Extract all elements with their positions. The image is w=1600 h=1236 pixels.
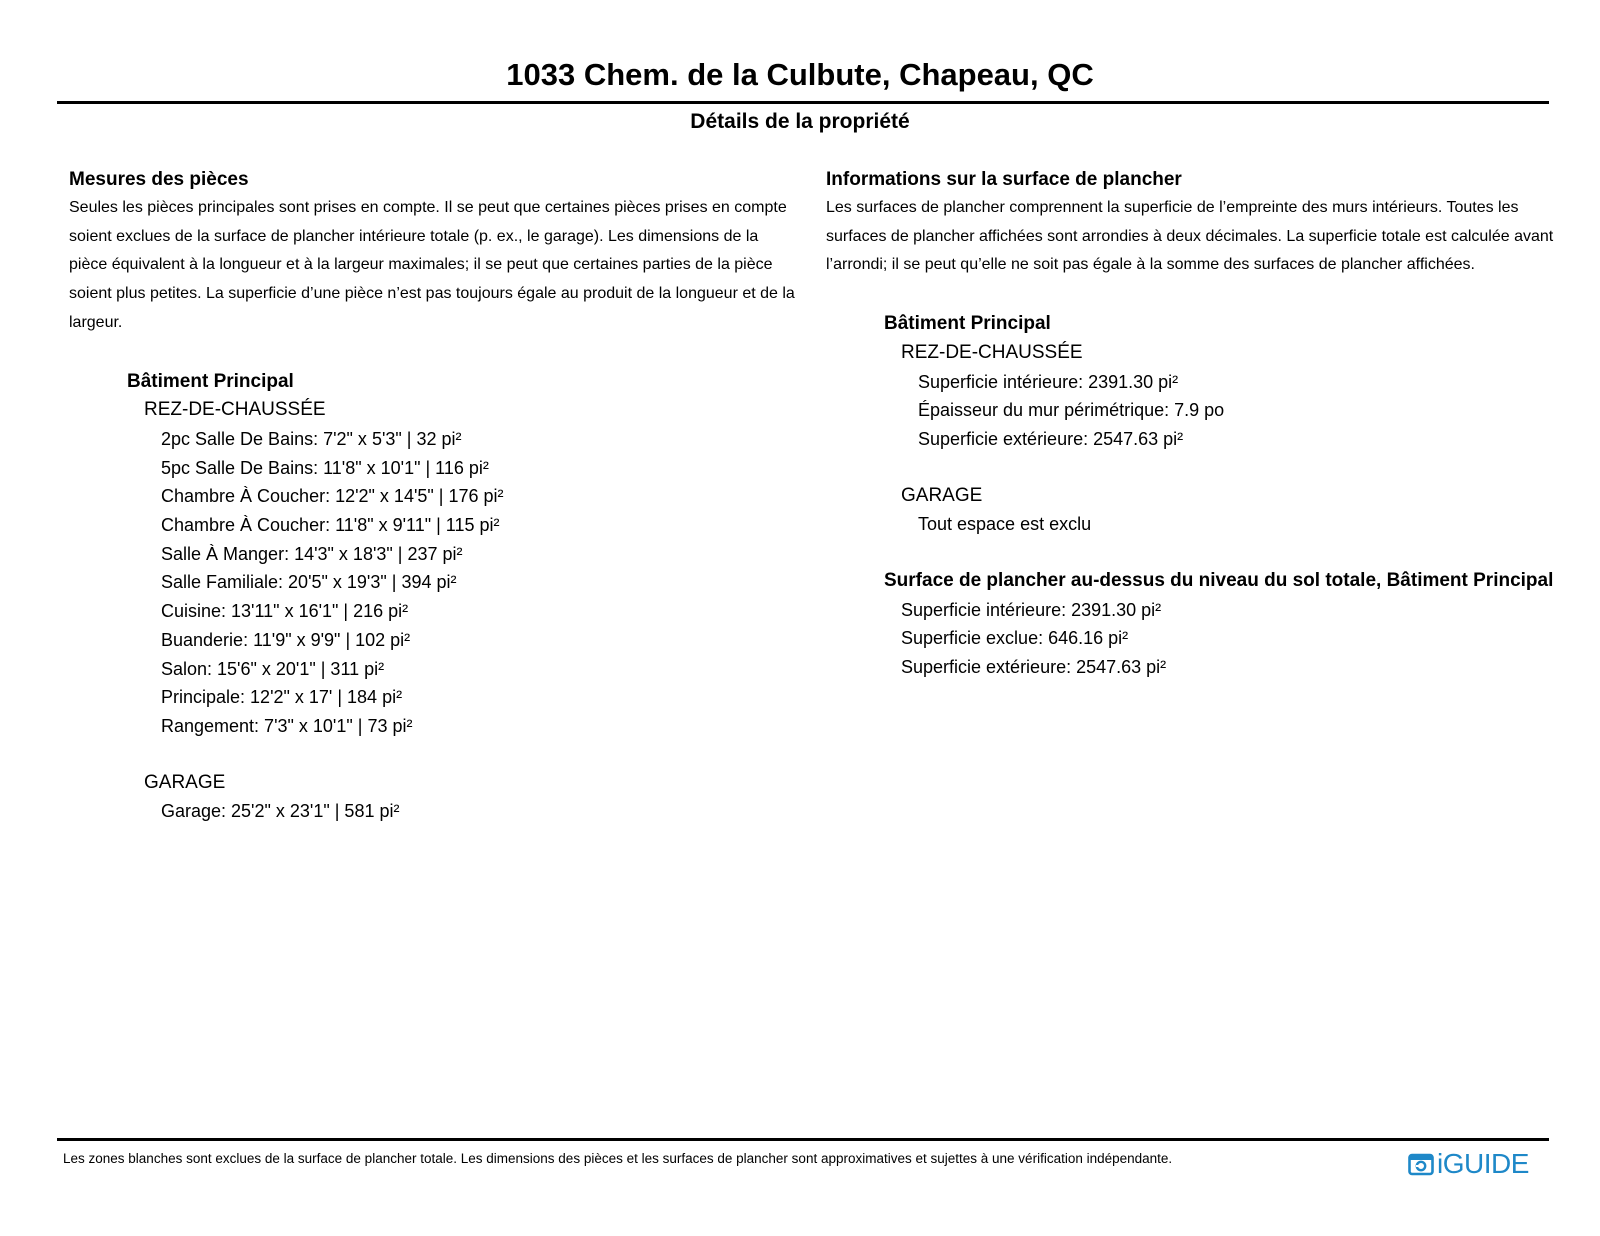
room-measurements-section (69, 166, 799, 826)
footer-divider (57, 1138, 1549, 1141)
right-building-name: Bâtiment Principal (884, 313, 1051, 335)
header-divider (57, 101, 1549, 104)
list-item: Superficie extérieure: 2547.63 pi² (918, 428, 1184, 449)
list-item: Rangement: 7'3" x 10'1" | 73 pi² (161, 715, 413, 736)
right-building-block (884, 310, 1556, 682)
room-measurements-heading: Mesures des pièces (69, 169, 249, 190)
list-item: 5pc Salle De Bains: 11'8" x 10'1" | 116 pi² (161, 457, 489, 478)
left-building-block (127, 368, 799, 827)
right-ground-floor-label: REZ-DE-CHAUSSÉE (901, 341, 1083, 363)
floor-area-heading: Informations sur la surface de plancher (826, 169, 1182, 190)
room-measurements-description: Seules les pièces principales sont prises en compte. Il se peut que certaines pièces prises en compte soient exclues de la surface de plancher intérieure totale (p. ex., le garage). Les dimensions de la pièce équivalent à la longueur et à la largeur maximales; il se peut que certaines parties de la pièce soient plus petites. La superficie d’une pièce n’est pas toujours égale au produit de la longueur et de la largeur. (69, 199, 795, 331)
garage-area-list (918, 510, 1556, 539)
total-area-heading: Surface de plancher au-dessus du niveau du sol totale, Bâtiment Principal (884, 570, 1554, 592)
list-item: Salon: 15'6" x 20'1" | 311 pi² (161, 658, 385, 679)
list-item: Garage: 25'2" x 23'1" | 581 pi² (161, 801, 400, 822)
garage-room-list (161, 797, 799, 826)
list-item: Superficie intérieure: 2391.30 pi² (918, 371, 1179, 392)
page-subtitle: Détails de la propriété (690, 110, 910, 133)
list-item: Épaisseur du mur périmétrique: 7.9 po (918, 400, 1225, 421)
ground-floor-area-list (918, 368, 1556, 454)
left-ground-floor-label: REZ-DE-CHAUSSÉE (144, 399, 326, 421)
left-garage-label: GARAGE (144, 771, 226, 793)
list-item: Tout espace est exclu (918, 514, 1092, 535)
floor-area-description: Les surfaces de plancher comprennent la superficie de l’empreinte des murs intérieurs. Toutes les surfaces de plancher affichées sont arrondies à deux décimales. La superficie totale est calculée avant l’arrondi; il se peut qu’elle ne soit pas égale à la somme des surfaces de plancher affichées. (826, 199, 1554, 274)
list-item: Chambre À Coucher: 11'8" x 9'11" | 115 pi² (161, 515, 500, 536)
list-item: Cuisine: 13'11" x 16'1" | 216 pi² (161, 601, 409, 622)
total-area-list (901, 596, 1556, 682)
iguide-logo-text: iGUIDE (1437, 1148, 1529, 1179)
ground-floor-room-list (161, 425, 799, 741)
list-item: Superficie extérieure: 2547.63 pi² (901, 657, 1167, 678)
left-building-name: Bâtiment Principal (127, 370, 294, 392)
list-item: 2pc Salle De Bains: 7'2" x 5'3" | 32 pi² (161, 428, 462, 449)
footer-disclaimer: Les zones blanches sont exclues de la surface de plancher totale. Les dimensions des pièces et les surfaces de plancher sont approximatives et sujettes à une vérification indépendante. (63, 1151, 1173, 1166)
list-item: Buanderie: 11'9" x 9'9" | 102 pi² (161, 629, 411, 650)
page-title: 1033 Chem. de la Culbute, Chapeau, QC (506, 57, 1094, 92)
floor-area-section (826, 166, 1556, 682)
list-item: Principale: 12'2" x 17' | 184 pi² (161, 687, 403, 708)
iguide-camera-icon (1408, 1152, 1434, 1176)
list-item: Superficie intérieure: 2391.30 pi² (901, 599, 1162, 620)
list-item: Salle À Manger: 14'3" x 18'3" | 237 pi² (161, 543, 463, 564)
iguide-logo (1408, 1148, 1529, 1180)
list-item: Chambre À Coucher: 12'2" x 14'5" | 176 pi² (161, 486, 504, 507)
right-garage-label: GARAGE (901, 484, 983, 506)
list-item: Salle Familiale: 20'5" x 19'3" | 394 pi² (161, 572, 457, 593)
list-item: Superficie exclue: 646.16 pi² (901, 628, 1129, 649)
